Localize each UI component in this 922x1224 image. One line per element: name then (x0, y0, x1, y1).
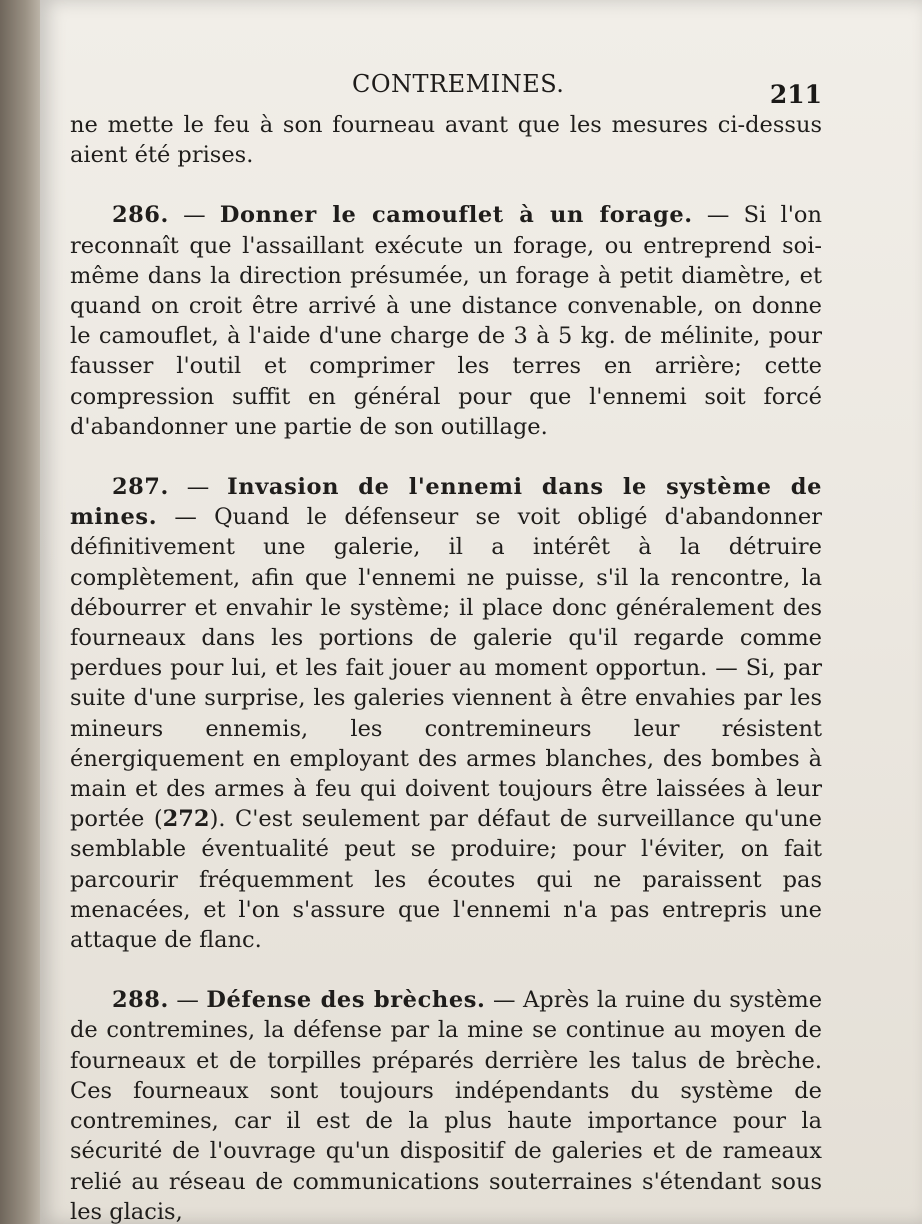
page-header (40, 68, 922, 109)
paragraph-text-continued: ). C'est seulement par défaut de surveillance qu'une semblable éventualité peut se produire; pour l'éviter, on fait parcourir fréquemment les écoutes qui ne paraissent pas menacées, et l'on s'assure que l'ennemi n'a pas entrepris une attaque de flanc. (70, 806, 822, 954)
running-title: CONTREMINES. (352, 70, 565, 98)
page-number: 211 (769, 80, 822, 109)
paragraph-heading: Défense des brèches. (206, 987, 486, 1014)
paragraph-number: 287. (112, 474, 169, 501)
heading-dash: — (168, 987, 207, 1014)
paragraph-number: 288. (112, 987, 169, 1014)
heading-dash: — (168, 202, 220, 229)
paragraph-heading: Invasion de l'ennemi dans le système de mines. (70, 474, 822, 531)
paragraph-text: — Après la ruine du système de contremines, la défense par la mine se continue au moyen de fourneaux et de torpilles préparés derrière les talus de brèche. Ces fourneaux sont toujours indépendants du système de contremines, car il est de la plus haute importance pour la sécurité de l'ouvrage qu'un dispositif de galeries et de rameaux relié au réseau de communications souterraines s'étendant sous les glacis, (70, 987, 823, 1224)
paragraph-text: — Si l'on reconnaît que l'assaillant exécute un forage, ou entreprend soi-même dans la direction présumée, un forage à petit diamètre, et quand on croit être arrivé à une distance convenable, on donne le camouflet, à l'aide d'une charge de 3 à 5 kg. de mélinite, pour fausser l'outil et comprimer les terres en arrière; cette compression suffit en général pour que l'ennemi soit forcé d'abandonner une partie de son outillage. (70, 202, 822, 440)
paragraph-286 (70, 200, 822, 442)
paragraph-number: 286. (112, 202, 169, 229)
cross-reference: 272 (162, 806, 210, 833)
paragraph-heading: Donner le camouflet à un forage. (219, 202, 693, 229)
book-page (40, 0, 922, 1224)
paragraph-287 (70, 472, 822, 955)
continuation-text: ne mette le feu à son fourneau avant que les mesures ci-dessus aient été prises. (70, 112, 822, 169)
heading-dash: — (168, 474, 228, 501)
paragraph-text: — Quand le défenseur se voit obligé d'abandonner définitivement une galerie, il a intérêt à la détruire complètement, afin que l'ennemi ne puisse, s'il la rencontre, la débourrer et envahir le système; il place donc généralement des fourneaux dans les portions de galerie qu'il regarde comme perdues pour lui, et les fait jouer au moment opportun. — Si, par suite d'une surprise, les galeries viennent à être envahies par les mineurs ennemis, les contremineurs leur résistent énergiquement en employant des armes blanches, des bombes à main et des armes à feu qui doivent toujours être laissées à leur portée ( (70, 504, 822, 833)
paragraph-288 (70, 985, 822, 1224)
continuation-paragraph (70, 110, 822, 170)
body-text (70, 110, 822, 1224)
